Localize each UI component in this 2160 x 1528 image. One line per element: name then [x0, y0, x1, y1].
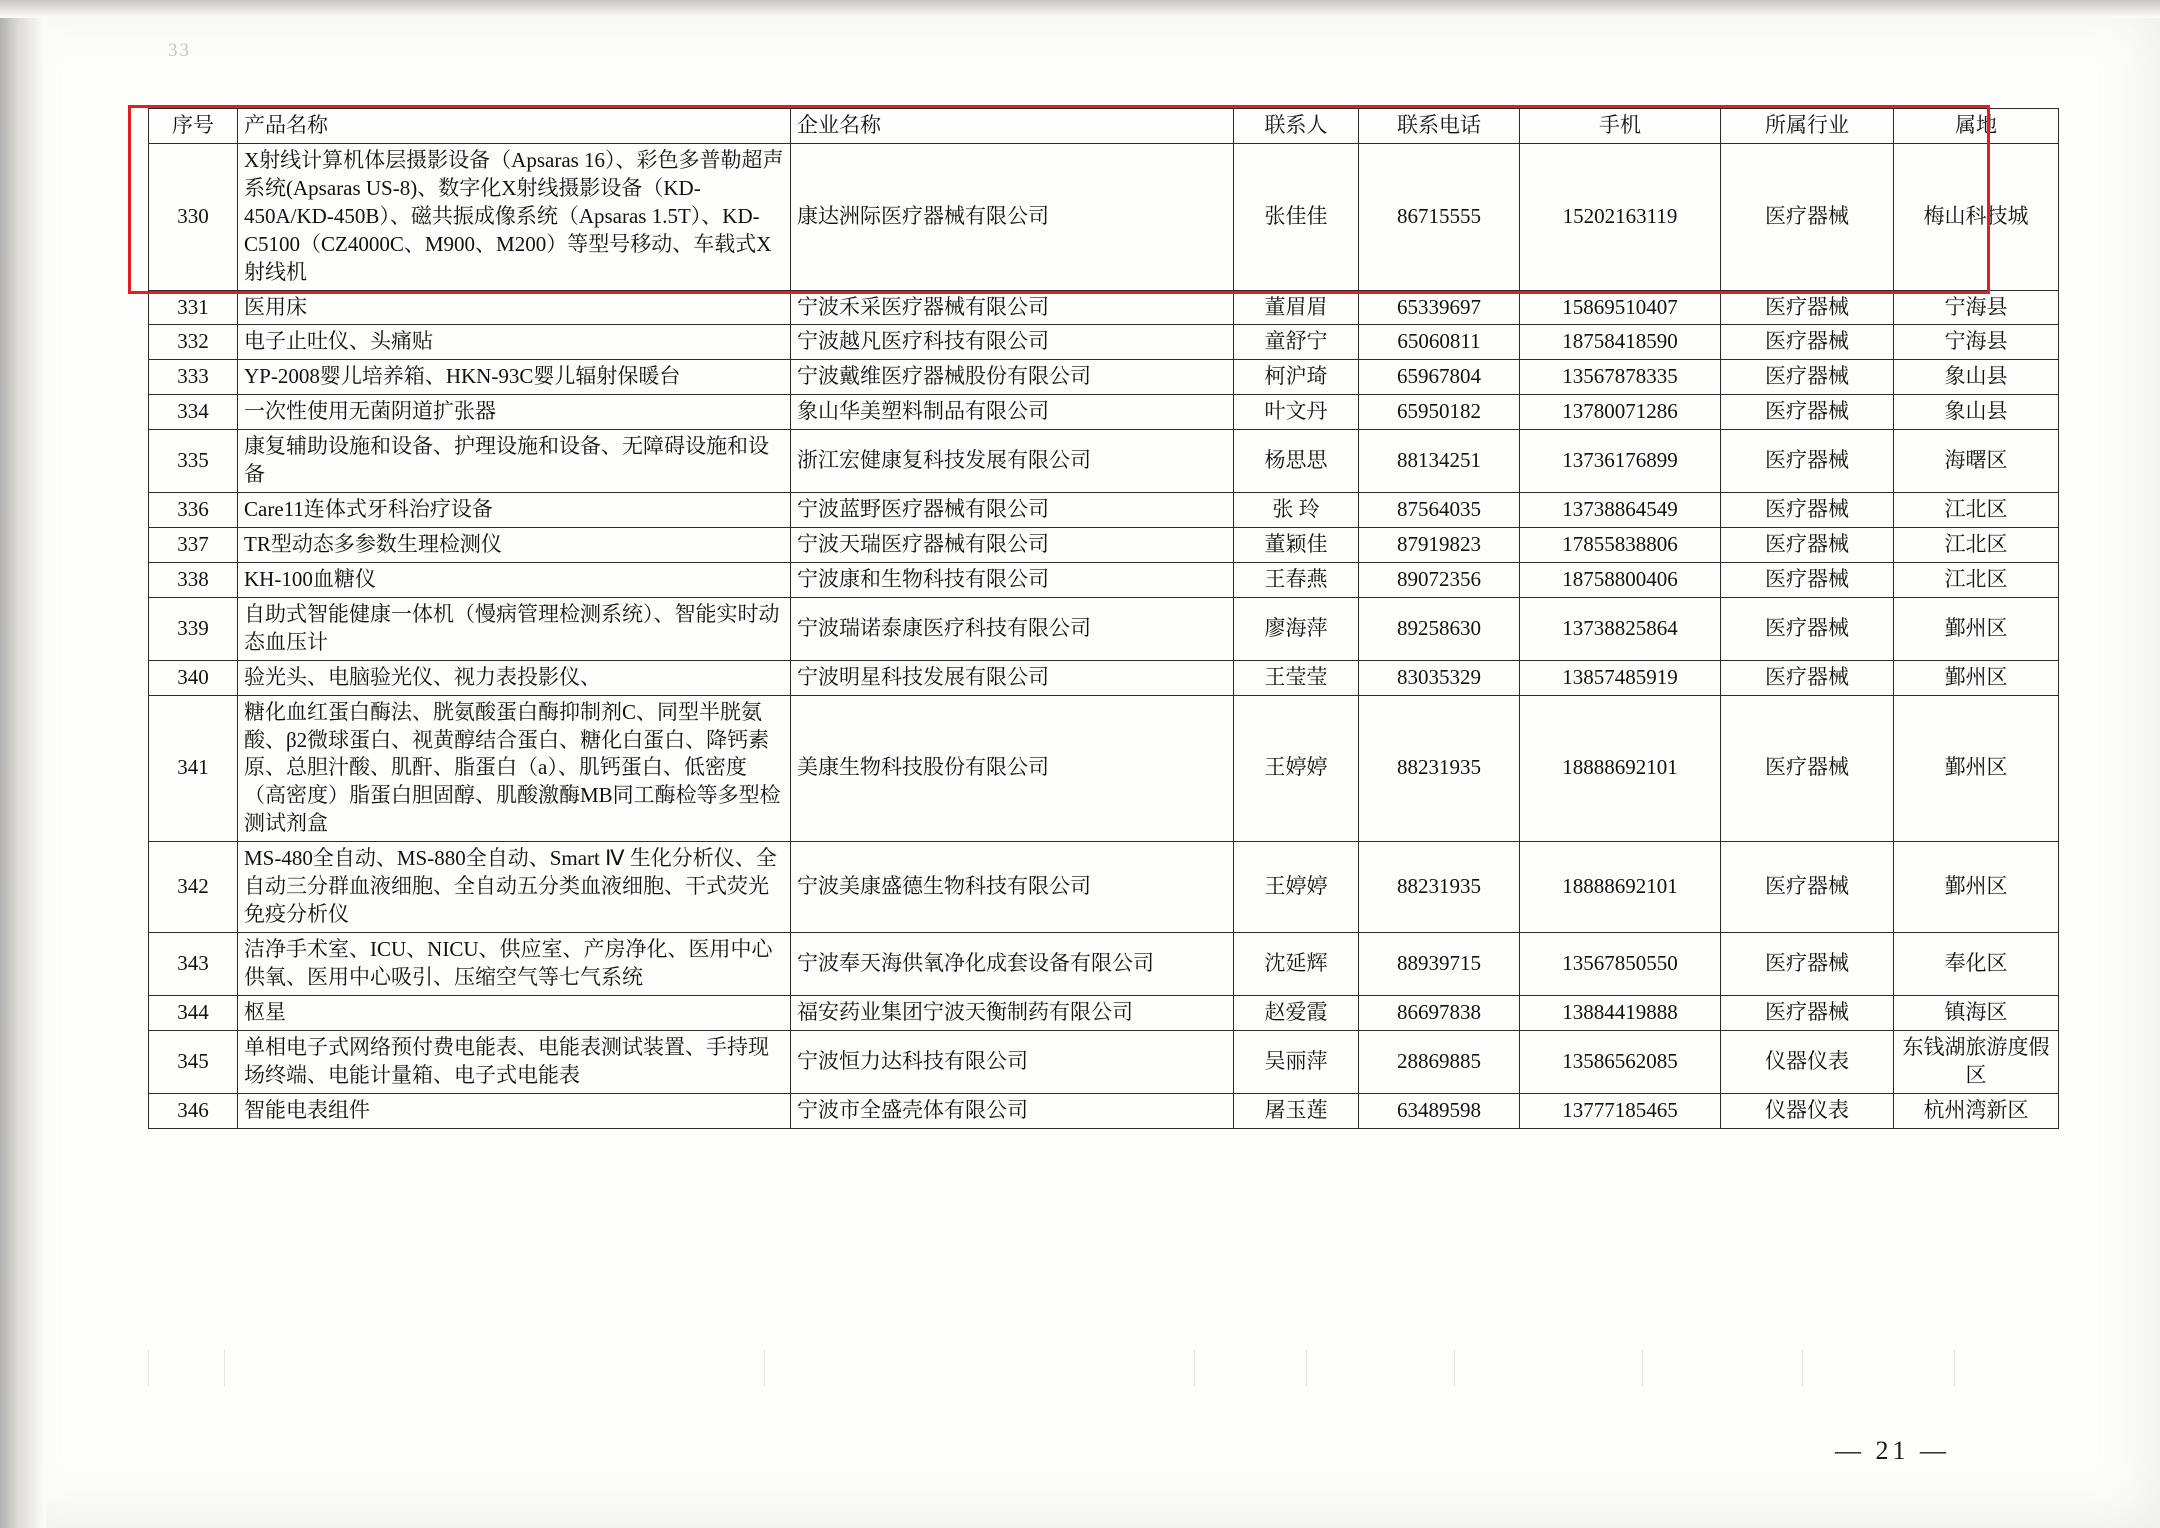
cell-enterprise: 福安药业集团宁波天衡制药有限公司	[791, 995, 1234, 1030]
column-header-index: 序号	[149, 109, 238, 144]
cell-index: 342	[149, 842, 238, 933]
table-row	[149, 660, 2059, 695]
cell-area: 杭州湾新区	[1894, 1093, 2059, 1128]
cell-product: 枢星	[238, 995, 791, 1030]
cell-industry: 医疗器械	[1721, 493, 1894, 528]
cell-mobile: 18888692101	[1520, 695, 1721, 842]
cell-industry: 医疗器械	[1721, 143, 1894, 290]
cell-area: 宁海县	[1894, 290, 2059, 325]
table-row	[149, 842, 2059, 933]
table-row	[149, 360, 2059, 395]
cell-enterprise: 宁波禾采医疗器械有限公司	[791, 290, 1234, 325]
cell-phone: 88231935	[1359, 695, 1520, 842]
table-body	[149, 143, 2059, 1128]
cell-contact: 王婷婷	[1234, 842, 1359, 933]
cell-enterprise: 宁波蓝野医疗器械有限公司	[791, 493, 1234, 528]
column-header-product: 产品名称	[238, 109, 791, 144]
cell-contact: 童舒宁	[1234, 325, 1359, 360]
cell-mobile: 13777185465	[1520, 1093, 1721, 1128]
table-row	[149, 325, 2059, 360]
bleed-through-ghost-row	[148, 1350, 1974, 1386]
cell-phone: 88231935	[1359, 842, 1520, 933]
cell-industry: 医疗器械	[1721, 932, 1894, 995]
cell-contact: 叶文丹	[1234, 395, 1359, 430]
cell-enterprise: 宁波戴维医疗器械股份有限公司	[791, 360, 1234, 395]
cell-contact: 杨思思	[1234, 430, 1359, 493]
cell-area: 宁海县	[1894, 325, 2059, 360]
cell-contact: 张佳佳	[1234, 143, 1359, 290]
cell-enterprise: 宁波市全盛壳体有限公司	[791, 1093, 1234, 1128]
cell-area: 东钱湖旅游度假区	[1894, 1030, 2059, 1093]
cell-contact: 赵爱霞	[1234, 995, 1359, 1030]
table-row	[149, 527, 2059, 562]
cell-product: 洁净手术室、ICU、NICU、供应室、产房净化、医用中心供氧、医用中心吸引、压缩空气等七气系统	[238, 932, 791, 995]
cell-contact: 王春燕	[1234, 562, 1359, 597]
page-edge-shadow-left	[0, 0, 46, 1528]
cell-phone: 65060811	[1359, 325, 1520, 360]
cell-index: 340	[149, 660, 238, 695]
cell-mobile: 18758418590	[1520, 325, 1721, 360]
folio-mark: 33	[168, 40, 191, 61]
cell-contact: 董眉眉	[1234, 290, 1359, 325]
cell-contact: 廖海萍	[1234, 597, 1359, 660]
page-edge-shadow-top	[0, 0, 2160, 18]
column-header-contact: 联系人	[1234, 109, 1359, 144]
cell-enterprise: 宁波瑞诺泰康医疗科技有限公司	[791, 597, 1234, 660]
cell-industry: 医疗器械	[1721, 562, 1894, 597]
table-row	[149, 143, 2059, 290]
cell-product: MS-480全自动、MS-880全自动、Smart Ⅳ 生化分析仪、全自动三分群血液细胞、全自动五分类血液细胞、干式荧光免疫分析仪	[238, 842, 791, 933]
cell-index: 332	[149, 325, 238, 360]
cell-area: 鄞州区	[1894, 597, 2059, 660]
column-header-mobile: 手机	[1520, 109, 1721, 144]
cell-enterprise: 浙江宏健康复科技发展有限公司	[791, 430, 1234, 493]
cell-mobile: 15202163119	[1520, 143, 1721, 290]
table-header-row	[149, 109, 2059, 144]
cell-industry: 医疗器械	[1721, 597, 1894, 660]
cell-contact: 柯沪琦	[1234, 360, 1359, 395]
cell-enterprise: 宁波美康盛德生物科技有限公司	[791, 842, 1234, 933]
cell-industry: 医疗器械	[1721, 395, 1894, 430]
cell-contact: 屠玉莲	[1234, 1093, 1359, 1128]
cell-product: 单相电子式网络预付费电能表、电能表测试装置、手持现场终端、电能计量箱、电子式电能表	[238, 1030, 791, 1093]
cell-enterprise: 宁波明星科技发展有限公司	[791, 660, 1234, 695]
cell-product: 验光头、电脑验光仪、视力表投影仪、	[238, 660, 791, 695]
cell-mobile: 17855838806	[1520, 527, 1721, 562]
cell-contact: 张 玲	[1234, 493, 1359, 528]
cell-enterprise: 宁波奉天海供氧净化成套设备有限公司	[791, 932, 1234, 995]
cell-mobile: 13736176899	[1520, 430, 1721, 493]
cell-area: 江北区	[1894, 493, 2059, 528]
cell-phone: 87919823	[1359, 527, 1520, 562]
cell-industry: 医疗器械	[1721, 995, 1894, 1030]
cell-area: 江北区	[1894, 527, 2059, 562]
cell-industry: 医疗器械	[1721, 360, 1894, 395]
cell-phone: 88134251	[1359, 430, 1520, 493]
cell-mobile: 13780071286	[1520, 395, 1721, 430]
cell-index: 335	[149, 430, 238, 493]
cell-product: 电子止吐仪、头痛贴	[238, 325, 791, 360]
cell-index: 345	[149, 1030, 238, 1093]
cell-industry: 医疗器械	[1721, 290, 1894, 325]
cell-contact: 沈延辉	[1234, 932, 1359, 995]
cell-enterprise: 康达洲际医疗器械有限公司	[791, 143, 1234, 290]
cell-enterprise: 宁波康和生物科技有限公司	[791, 562, 1234, 597]
cell-industry: 仪器仪表	[1721, 1030, 1894, 1093]
cell-phone: 88939715	[1359, 932, 1520, 995]
cell-enterprise: 美康生物科技股份有限公司	[791, 695, 1234, 842]
cell-mobile: 15869510407	[1520, 290, 1721, 325]
cell-index: 330	[149, 143, 238, 290]
cell-product: YP-2008婴儿培养箱、HKN-93C婴儿辐射保暖台	[238, 360, 791, 395]
cell-enterprise: 宁波恒力达科技有限公司	[791, 1030, 1234, 1093]
cell-area: 镇海区	[1894, 995, 2059, 1030]
page-number: — 21 —	[1835, 1436, 1950, 1465]
cell-phone: 63489598	[1359, 1093, 1520, 1128]
cell-industry: 医疗器械	[1721, 660, 1894, 695]
cell-phone: 65967804	[1359, 360, 1520, 395]
cell-phone: 65950182	[1359, 395, 1520, 430]
cell-area: 鄞州区	[1894, 842, 2059, 933]
cell-index: 333	[149, 360, 238, 395]
cell-mobile: 13884419888	[1520, 995, 1721, 1030]
cell-phone: 89258630	[1359, 597, 1520, 660]
cell-phone: 65339697	[1359, 290, 1520, 325]
cell-area: 鄞州区	[1894, 660, 2059, 695]
table-row	[149, 493, 2059, 528]
product-catalog-table-wrapper	[148, 108, 2050, 1129]
cell-mobile: 13567878335	[1520, 360, 1721, 395]
cell-product: Care11连体式牙科治疗设备	[238, 493, 791, 528]
cell-product: KH-100血糖仪	[238, 562, 791, 597]
table-row	[149, 1030, 2059, 1093]
cell-index: 337	[149, 527, 238, 562]
cell-mobile: 13586562085	[1520, 1030, 1721, 1093]
cell-area: 象山县	[1894, 360, 2059, 395]
cell-product: 自助式智能健康一体机（慢病管理检测系统）、智能实时动态血压计	[238, 597, 791, 660]
cell-area: 奉化区	[1894, 932, 2059, 995]
cell-area: 江北区	[1894, 562, 2059, 597]
cell-enterprise: 宁波越凡医疗科技有限公司	[791, 325, 1234, 360]
cell-area: 象山县	[1894, 395, 2059, 430]
table-row	[149, 562, 2059, 597]
cell-area: 鄞州区	[1894, 695, 2059, 842]
cell-mobile: 18888692101	[1520, 842, 1721, 933]
cell-index: 338	[149, 562, 238, 597]
cell-enterprise: 宁波天瑞医疗器械有限公司	[791, 527, 1234, 562]
cell-industry: 医疗器械	[1721, 842, 1894, 933]
table-row	[149, 1093, 2059, 1128]
cell-mobile: 13738825864	[1520, 597, 1721, 660]
cell-mobile: 13567850550	[1520, 932, 1721, 995]
cell-index: 344	[149, 995, 238, 1030]
cell-index: 336	[149, 493, 238, 528]
cell-index: 343	[149, 932, 238, 995]
cell-product: 一次性使用无菌阴道扩张器	[238, 395, 791, 430]
cell-contact: 吴丽萍	[1234, 1030, 1359, 1093]
cell-index: 331	[149, 290, 238, 325]
cell-phone: 87564035	[1359, 493, 1520, 528]
table-row	[149, 597, 2059, 660]
cell-area: 海曙区	[1894, 430, 2059, 493]
cell-industry: 医疗器械	[1721, 527, 1894, 562]
cell-mobile: 13738864549	[1520, 493, 1721, 528]
cell-industry: 仪器仪表	[1721, 1093, 1894, 1128]
column-header-enterprise: 企业名称	[791, 109, 1234, 144]
table-row	[149, 430, 2059, 493]
cell-product: 糖化血红蛋白酶法、胱氨酸蛋白酶抑制剂C、同型半胱氨酸、β2微球蛋白、视黄醇结合蛋白、糖化白蛋白、降钙素原、总胆汁酸、肌酐、脂蛋白（a）、肌钙蛋白、低密度（高密度）脂蛋白胆固醇、肌酸激酶MB同工酶检等多型检测试剂盒	[238, 695, 791, 842]
table-row	[149, 695, 2059, 842]
cell-index: 334	[149, 395, 238, 430]
column-header-area: 属地	[1894, 109, 2059, 144]
cell-area: 梅山科技城	[1894, 143, 2059, 290]
table-row	[149, 932, 2059, 995]
column-header-phone: 联系电话	[1359, 109, 1520, 144]
column-header-industry: 所属行业	[1721, 109, 1894, 144]
cell-product: 医用床	[238, 290, 791, 325]
cell-index: 341	[149, 695, 238, 842]
cell-product: TR型动态多参数生理检测仪	[238, 527, 791, 562]
cell-index: 339	[149, 597, 238, 660]
cell-phone: 28869885	[1359, 1030, 1520, 1093]
cell-industry: 医疗器械	[1721, 695, 1894, 842]
cell-industry: 医疗器械	[1721, 325, 1894, 360]
table-row	[149, 395, 2059, 430]
cell-enterprise: 象山华美塑料制品有限公司	[791, 395, 1234, 430]
table-row	[149, 290, 2059, 325]
product-catalog-table	[148, 108, 2059, 1129]
cell-mobile: 13857485919	[1520, 660, 1721, 695]
cell-product: X射线计算机体层摄影设备（Apsaras 16）、彩色多普勒超声系统(Apsaras US-8)、数字化X射线摄影设备（KD-450A/KD-450B）、磁共振成像系统（Apsaras 1.5T）、KD-C5100（CZ4000C、M900、M200）等型号移动、车载式X射线机	[238, 143, 791, 290]
table-row	[149, 995, 2059, 1030]
cell-industry: 医疗器械	[1721, 430, 1894, 493]
cell-phone: 83035329	[1359, 660, 1520, 695]
cell-index: 346	[149, 1093, 238, 1128]
cell-contact: 王婷婷	[1234, 695, 1359, 842]
cell-phone: 89072356	[1359, 562, 1520, 597]
cell-contact: 王莹莹	[1234, 660, 1359, 695]
cell-mobile: 18758800406	[1520, 562, 1721, 597]
cell-product: 智能电表组件	[238, 1093, 791, 1128]
cell-phone: 86715555	[1359, 143, 1520, 290]
cell-contact: 董颖佳	[1234, 527, 1359, 562]
cell-product: 康复辅助设施和设备、护理设施和设备、无障碍设施和设备	[238, 430, 791, 493]
cell-phone: 86697838	[1359, 995, 1520, 1030]
